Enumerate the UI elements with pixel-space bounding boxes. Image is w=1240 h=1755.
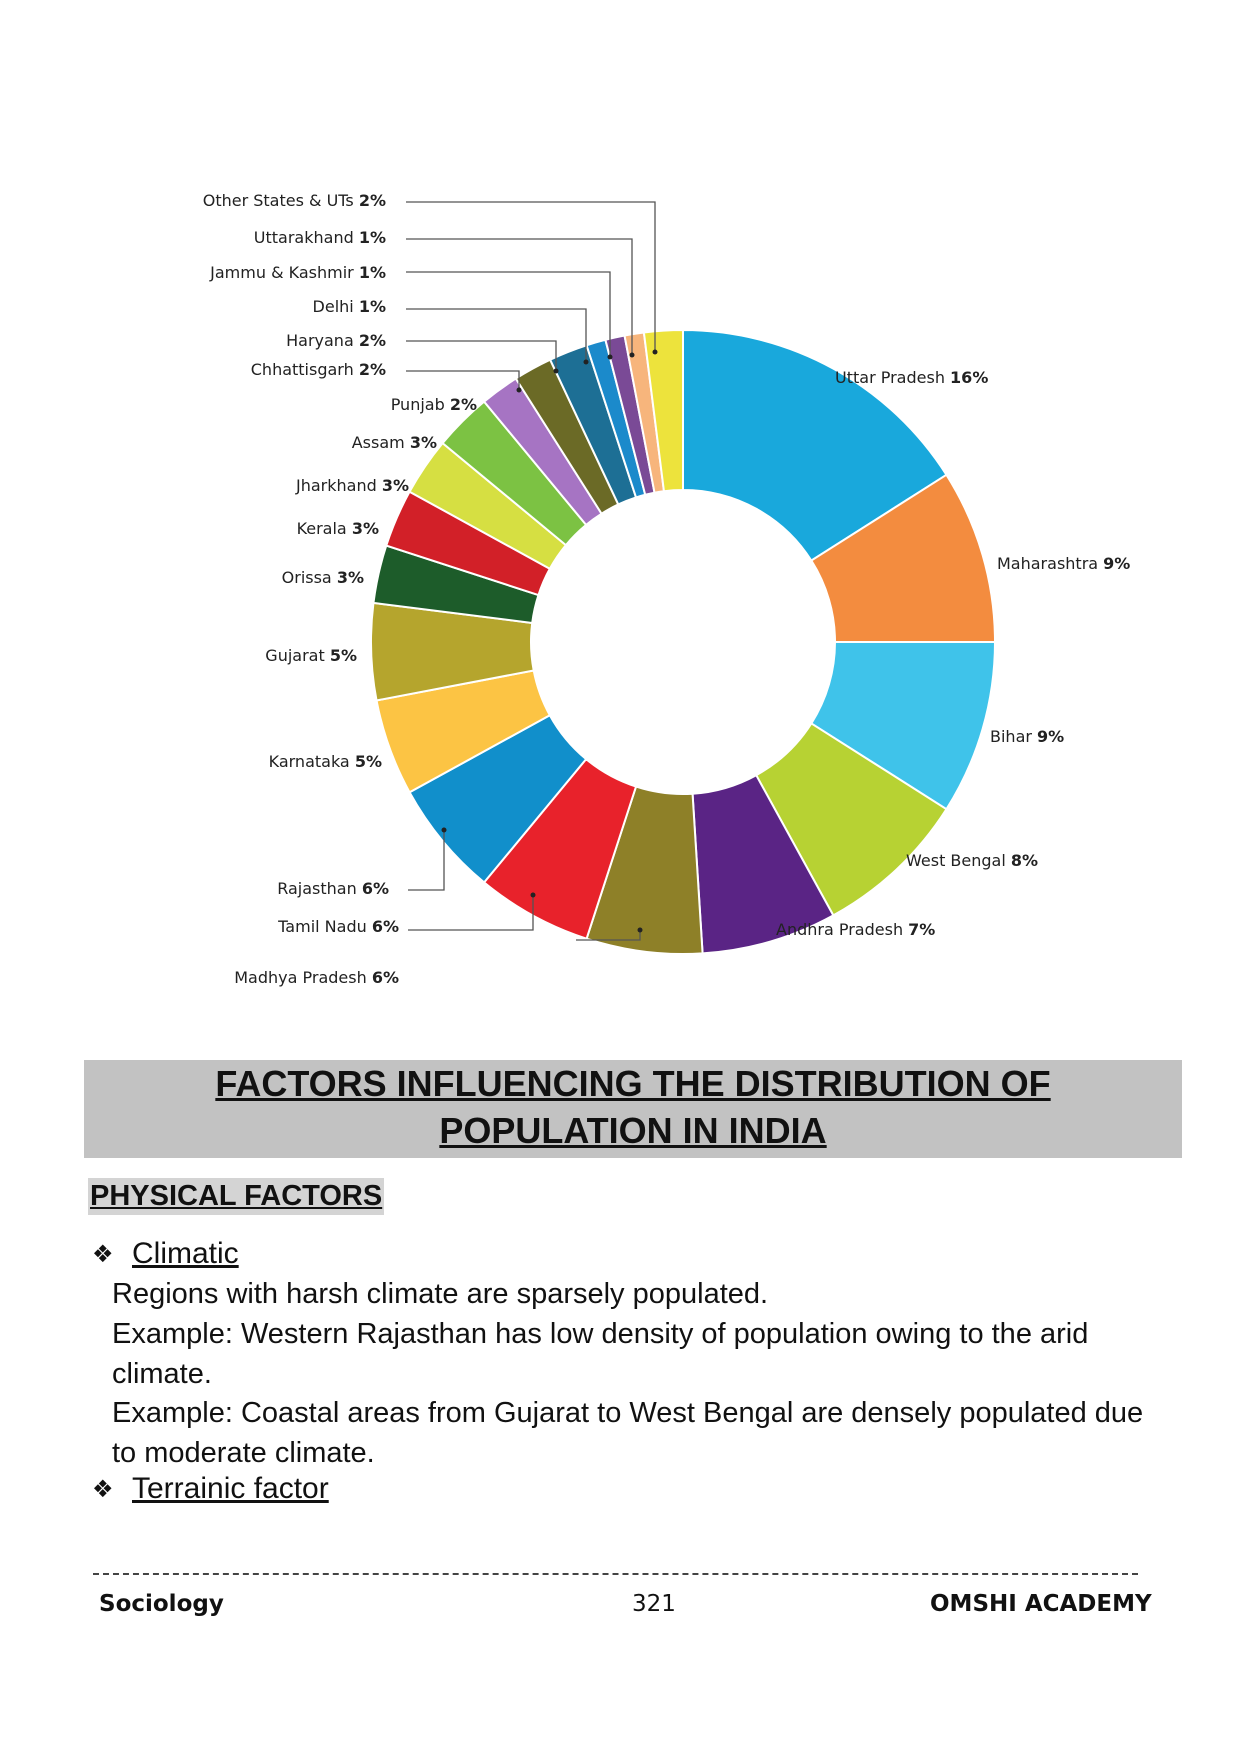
footer-divider <box>93 1573 1138 1575</box>
label-orissa: Orissa 3% <box>281 568 364 587</box>
leader-dot <box>584 360 589 365</box>
leader-other-states-uts <box>406 202 655 352</box>
leader-delhi <box>406 309 586 362</box>
leader-dot <box>442 828 447 833</box>
footer-publisher: OMSHI ACADEMY <box>930 1591 1152 1617</box>
bullet-terrainic <box>92 1472 329 1506</box>
leader-dot <box>517 388 522 393</box>
diamond-bullet-icon: ❖ <box>92 1475 114 1503</box>
diamond-bullet-icon: ❖ <box>92 1240 114 1268</box>
climatic-text-1: Regions with harsh climate are sparsely populated. <box>112 1278 769 1310</box>
donut-slices <box>371 330 995 954</box>
footer-subject: Sociology <box>99 1591 224 1617</box>
leader-dot <box>608 355 613 360</box>
label-jammu-kashmir: Jammu & Kashmir 1% <box>210 263 386 282</box>
label-delhi: Delhi 1% <box>312 297 386 316</box>
climatic-text-3: Example: Coastal areas from Gujarat to West Bengal are densely populated due to moderate climate. <box>112 1397 1144 1469</box>
label-tamil-nadu: Tamil Nadu 6% <box>278 917 399 936</box>
label-kerala: Kerala 3% <box>296 519 379 538</box>
label-karnataka: Karnataka 5% <box>268 752 382 771</box>
label-chhattisgarh: Chhattisgarh 2% <box>250 360 386 379</box>
main-heading-line-2: POPULATION IN INDIA <box>439 1110 827 1151</box>
leader-rajasthan <box>408 830 444 890</box>
climatic-text-2: Example: Western Rajasthan has low density of population owing to the arid climate. <box>112 1318 1089 1390</box>
leader-dot <box>554 369 559 374</box>
terrainic-heading: Terrainic factor <box>132 1472 329 1505</box>
leader-uttarakhand <box>406 239 632 355</box>
label-maharashtra: Maharashtra 9% <box>997 554 1131 573</box>
leader-haryana <box>406 341 556 371</box>
label-madhya-pradesh: Madhya Pradesh 6% <box>234 968 399 987</box>
main-heading-line-1: FACTORS INFLUENCING THE DISTRIBUTION OF <box>215 1063 1051 1104</box>
label-jharkhand: Jharkhand 3% <box>295 476 409 495</box>
climatic-heading: Climatic <box>132 1237 239 1270</box>
main-heading <box>84 1060 1182 1158</box>
leader-dot <box>630 353 635 358</box>
label-other-states-uts: Other States & UTs 2% <box>202 191 386 210</box>
leader-dot <box>638 928 643 933</box>
label-gujarat: Gujarat 5% <box>265 646 357 665</box>
section-title: PHYSICAL FACTORS <box>88 1178 384 1215</box>
label-bihar: Bihar 9% <box>990 727 1065 746</box>
label-uttar-pradesh: Uttar Pradesh 16% <box>835 368 989 387</box>
leader-dot <box>653 350 658 355</box>
label-punjab: Punjab 2% <box>390 395 477 414</box>
label-west-bengal: West Bengal 8% <box>906 851 1039 870</box>
footer-page-number: 321 <box>632 1591 676 1617</box>
label-andhra-pradesh: Andhra Pradesh 7% <box>776 920 936 939</box>
leader-dot <box>531 893 536 898</box>
leader-jammu-kashmir <box>406 272 610 357</box>
label-rajasthan: Rajasthan 6% <box>277 879 389 898</box>
bullet-climatic <box>92 1237 239 1271</box>
label-haryana: Haryana 2% <box>286 331 386 350</box>
label-uttarakhand: Uttarakhand 1% <box>253 228 386 247</box>
label-assam: Assam 3% <box>351 433 437 452</box>
